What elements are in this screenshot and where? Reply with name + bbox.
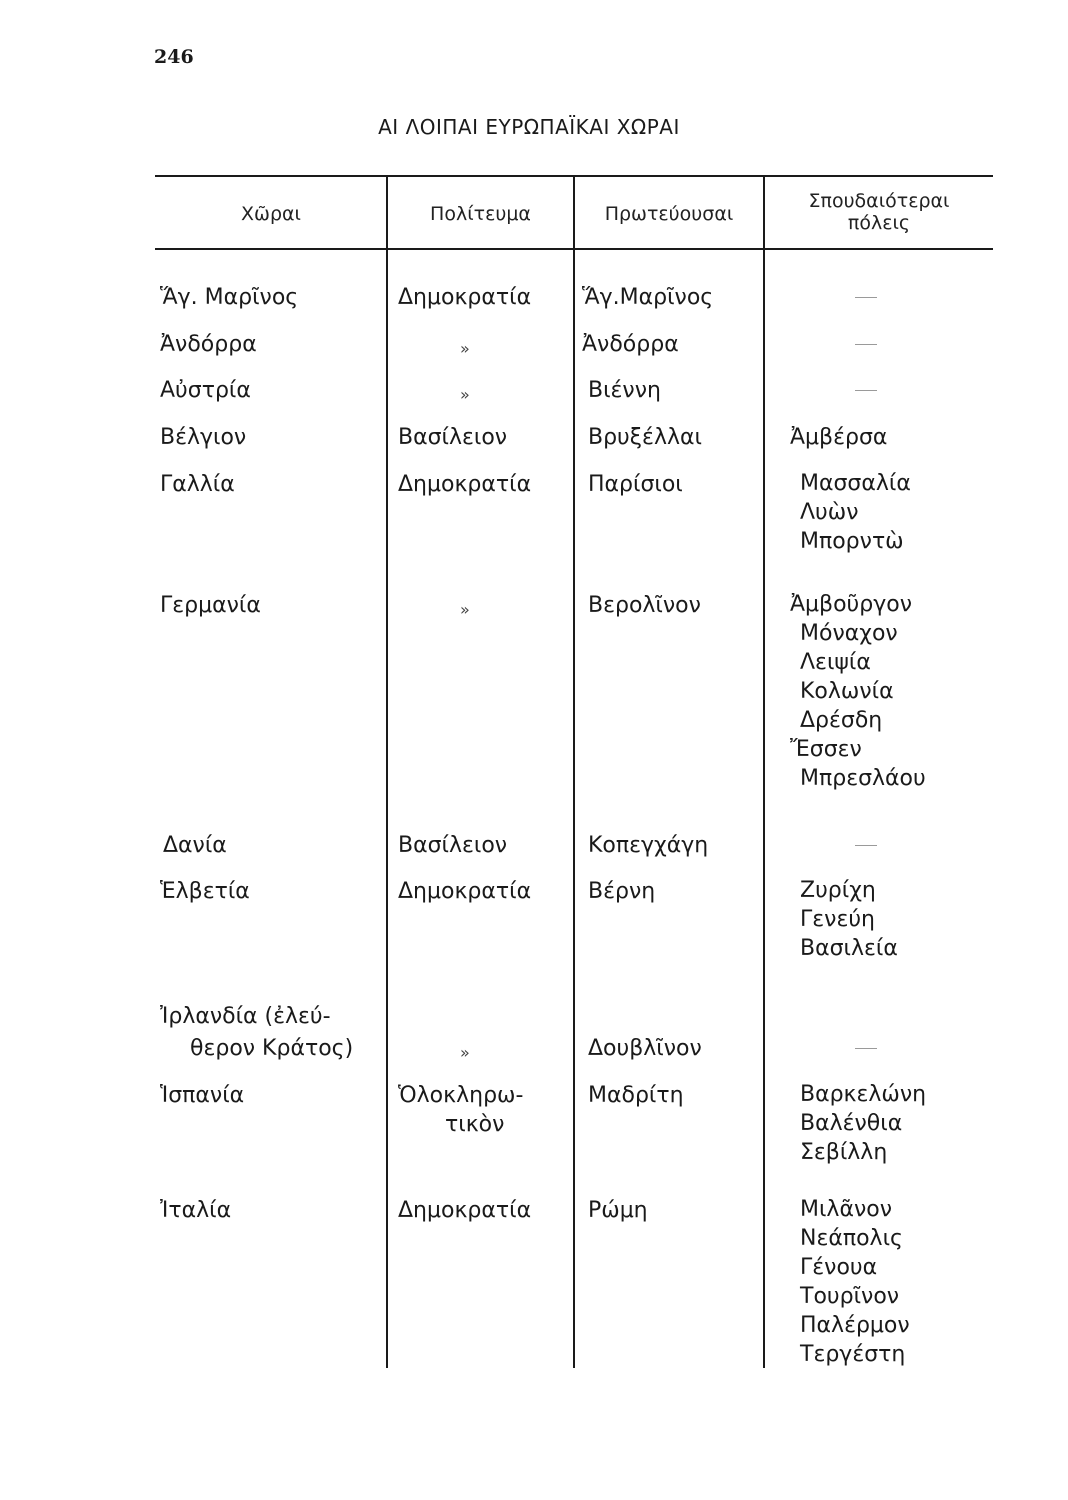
country-cell: Βέλγιον (160, 425, 247, 450)
city-cell: Βαλένθια (800, 1111, 903, 1136)
city-cell: Ἀμβοῦργον (790, 592, 913, 617)
empty-cities-dash (855, 344, 877, 345)
cities-list (800, 876, 898, 963)
empty-cities-dash (855, 1048, 877, 1049)
city-cell: Βασιλεία (800, 936, 898, 961)
city-cell: Λυὼν (800, 500, 859, 525)
city-cell: Μόναχον (800, 621, 898, 646)
regime-ditto: » (460, 600, 470, 619)
country-cell: Αὐστρία (160, 378, 251, 403)
capital-cell: Κοπεγχάγη (588, 833, 709, 858)
regime-cell: Δημοκρατία (398, 879, 532, 904)
city-cell: Μπρεσλάου (800, 766, 926, 791)
country-cell: Γαλλία (160, 472, 235, 497)
regime-ditto: » (460, 385, 470, 404)
country-cell: Ἅγ. Μαρῖνος (160, 285, 299, 310)
country-cell: Ἱσπανία (160, 1083, 245, 1108)
column-divider-3 (763, 176, 765, 1368)
page-title: ΑΙ ΛΟΙΠΑΙ ΕΥΡΩΠΑΪΚΑΙ ΧΩΡΑΙ (378, 115, 680, 139)
cities-list (800, 469, 911, 556)
country-cell: Ἀνδόρρα (160, 332, 257, 357)
country-cell: Ἑλβετία (160, 879, 250, 904)
header-regime: Πολίτευμα (430, 203, 531, 225)
city-cell: Κολωνία (800, 679, 894, 704)
city-cell: Βαρκελώνη (800, 1082, 927, 1107)
city-cell: Ζυρίχη (800, 878, 876, 903)
capital-cell: Παρίσιοι (588, 472, 683, 497)
city-cell: Ἔσσεν (790, 737, 862, 762)
capital-cell: Ἀνδόρρα (582, 332, 679, 357)
regime-cell: Δημοκρατία (398, 472, 532, 497)
empty-cities-dash (855, 390, 877, 391)
empty-cities-dash (855, 297, 877, 298)
city-cell: Τουρῖνον (800, 1284, 900, 1309)
capital-cell: Βρυξέλλαι (588, 425, 702, 450)
regime-ditto: » (460, 1043, 470, 1062)
header-country: Χῶραι (241, 203, 301, 225)
cities-list (800, 1080, 926, 1167)
city-cell: Μιλᾶνον (800, 1197, 892, 1222)
regime-cell: Βασίλειον (398, 833, 508, 858)
country-cell: Γερμανία (160, 593, 261, 618)
capital-cell: Δουβλῖνον (588, 1036, 702, 1061)
city-cell: Μασσαλία (800, 471, 911, 496)
header-cities (765, 190, 993, 234)
header-cities-line1: Σπουδαιότεραι (808, 190, 950, 212)
page-number: 246 (154, 46, 194, 68)
header-cities-line2: πόλεις (847, 212, 911, 234)
city-cell: Γενεύη (800, 907, 876, 932)
city-cell: Μπορντὼ (800, 529, 904, 554)
cities-list (790, 590, 926, 793)
city-cell: Γένουα (800, 1255, 878, 1280)
column-divider-1 (386, 176, 388, 1368)
city-cell: Σεβίλλη (800, 1140, 888, 1165)
regime-cell: Δημοκρατία (398, 285, 532, 310)
capital-cell: Βερολῖνον (588, 593, 701, 618)
country-cell-line2: θερον Κράτος) (190, 1036, 354, 1061)
cities-list (800, 1195, 910, 1369)
regime-cell-line2: τικὸν (445, 1112, 505, 1137)
city-cell: Παλέρμον (800, 1313, 910, 1338)
regime-cell: Βασίλειον (398, 425, 508, 450)
city-cell: Λειψία (800, 650, 871, 675)
country-cell: Δανία (163, 833, 227, 858)
header-capital: Πρωτεύουσαι (604, 203, 734, 225)
city-cell: Τεργέστη (800, 1342, 906, 1367)
city-cell: Ἀμβέρσα (790, 425, 888, 450)
regime-cell-line1: Ὁλοκληρω- (398, 1083, 524, 1108)
regime-ditto: » (460, 339, 470, 358)
column-divider-2 (573, 176, 575, 1368)
empty-cities-dash (855, 845, 877, 846)
city-cell: Δρέσδη (800, 708, 883, 733)
country-cell-line1: Ἰρλανδία (ἐλεύ- (160, 1004, 331, 1029)
capital-cell: Μαδρίτη (588, 1083, 684, 1108)
capital-cell: Βέρνη (588, 879, 656, 904)
regime-cell: Δημοκρατία (398, 1198, 532, 1223)
capital-cell: Ἅγ.Μαρῖνος (582, 285, 714, 310)
capital-cell: Βιέννη (588, 378, 661, 403)
country-cell: Ἰταλία (160, 1198, 232, 1223)
city-cell: Νεάπολις (800, 1226, 903, 1251)
capital-cell: Ρώμη (588, 1198, 648, 1223)
